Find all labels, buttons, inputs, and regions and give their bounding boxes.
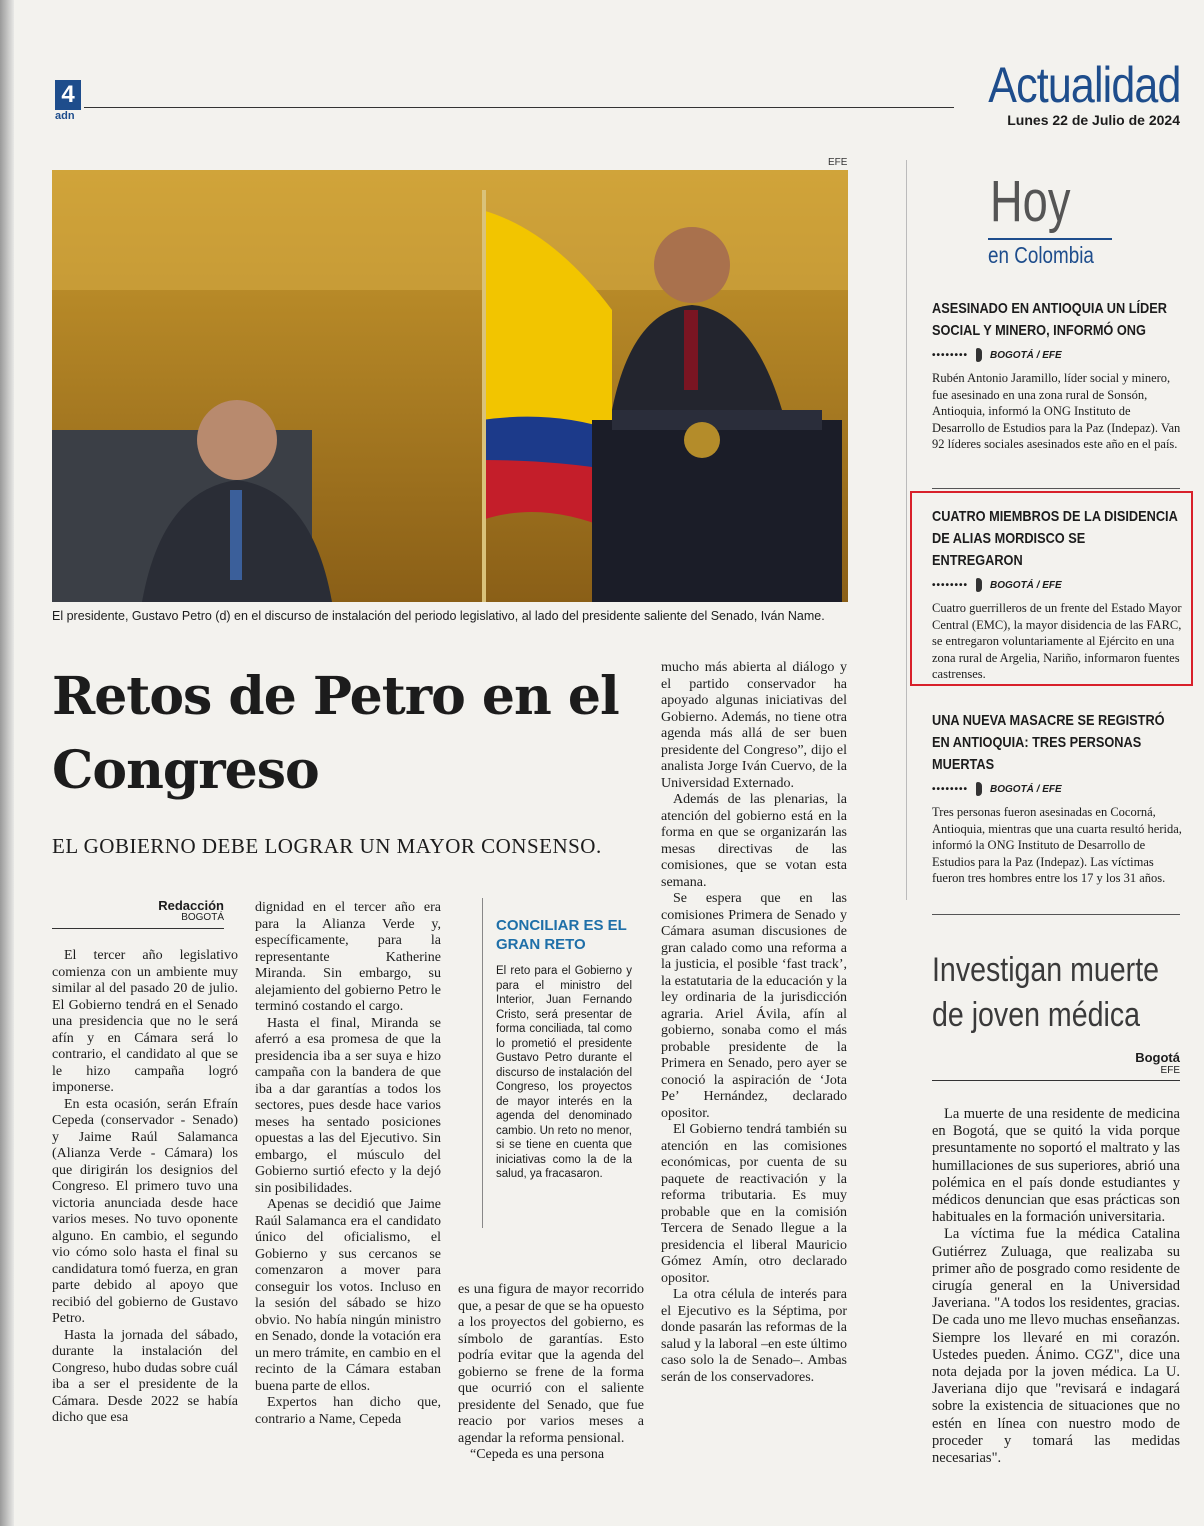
sidebar-title: CONCILIAR ES EL GRAN RETO — [496, 917, 627, 953]
story-rule — [932, 1080, 1180, 1081]
rail-title: Hoy — [990, 169, 1071, 234]
brief-source: BOGOTÁ / EFE — [990, 349, 1062, 361]
brand-logo: adn — [55, 110, 75, 122]
brief-separator — [932, 488, 1180, 489]
audio-icon — [976, 578, 982, 592]
dots-divider: •••••••• — [932, 783, 969, 795]
paragraph: Se espera que en las comisiones Primera de Senado y Cámara asuman discusiones de gran calado como una reforma a la justicia, el posible ‘fast track’, la estatutaria de la educación y la ley ordinaria de la jurisdicción agraria. Ariel Ávila, afín al gobierno, sonaba como el más probable presidente de la Primera en Senado, pero ayer se conoció la aspiración de ‘Jota Pe’ Hernández, declarado opositor. — [661, 891, 847, 1121]
paragraph: En esta ocasión, serán Efraín Cepeda (conservador - Senado) y Jaime Raúl Salamanca (Alianza Verde - Cámara) los que dirigirán los designios del Congreso. El primero tuvo una victoria anunciada desde hace varios meses. No tuvo oponente alguno. En cambio, el segundo vio cómo solo hasta el final su candidatura tomó fuerza, en gran parte debido al apoyo que recibió del gobierno de Gustavo Petro. — [52, 1096, 238, 1326]
paragraph: Apenas se decidió que Jaime Raúl Salamanca era el candidato único del oficialismo, el Gobierno y sus cercanos se comenzaron a mover para conseguir los votos. Incluso en la sesión del sábado se hizo obvio. No había ningún ministro en Senado, donde la votación era un mero trámite, en cambio en el recinto de la Cámara estaban buena parte de ellos. — [255, 1197, 441, 1394]
news-brief — [932, 710, 1182, 887]
story-byline-source: EFE — [1160, 1065, 1180, 1076]
rail-title-rule — [988, 238, 1112, 240]
brief-meta — [932, 578, 1182, 592]
paragraph: El Gobierno tendrá también su atención en las comisiones económicas, por cuenta de su paquete de reactivación y la reforma tributaria. Es muy probable que en la comisión Tercera de Senado llegue a la presidencia el liberal Mauricio Gómez Amín, otro declarado opositor. — [661, 1122, 847, 1286]
story-byline-city: Bogotá — [1135, 1050, 1180, 1065]
brief-meta — [932, 348, 1182, 362]
brief-body: Cuatro guerrilleros de un frente del Estado Mayor Central (EMC), la mayor disidencia de las FARC, se entregaron voluntariamente al Ejército en una zona rural de Argelia, Nariño, informaron fuentes castrenses. — [932, 601, 1182, 681]
paragraph: La víctima fue la médica Catalina Gutiérrez Zuluaga, que realizaba su primer año de posgrado como residente de cirugía general en la Universidad Javeriana. "A todos los residentes, gracias. De cada uno me llevo muchas enseñanzas. Siempre los llevaré en mi corazón. Ustedes pueden. Ánimo. CGZ", dice una nota dejada por la joven médica. La U. Javeriana dijo que "revisará e indagará sobre la existencia de situaciones que no estén en línea con nuestro modo de proceder y tomará las medidas necesarias". — [932, 1226, 1180, 1467]
brief-body: Rubén Antonio Jaramillo, líder social y minero, fue asesinado en una zona rural de Sonsón, Antioquia, informó la ONG Instituto de Desarrollo de Estudios para la Paz (Indepaz). Van 92 líderes sociales asesinados este año en el país. — [932, 371, 1181, 451]
brief-headline: CUATRO MIEMBROS DE LA DISIDENCIA DE ALIAS MORDISCO SE ENTREGARON — [932, 508, 1178, 569]
news-brief — [932, 298, 1182, 453]
paragraph: La otra célula de interés para el Ejecutivo es la Séptima, por donde pasarán las reformas de la salud y la laboral –en este último caso solo la de Senado–. Ambas serán de los conservadores. — [661, 1287, 847, 1385]
article-column-3 — [458, 1282, 644, 1464]
byline-author: Redacción — [158, 898, 224, 913]
lead-photo — [52, 170, 848, 602]
page-edge-shadow — [0, 0, 14, 1526]
sidebar-rule — [482, 898, 483, 1228]
story-body — [932, 1106, 1180, 1467]
paragraph: La muerte de una residente de medicina en Bogotá, que se quitó la vida porque presuntamente no soportó el maltrato y las humillaciones de sus superiores, abrió una polémica en el país donde estudiantes y médicos denuncian que esas prácticas son habituales en la formación universitaria. — [932, 1106, 1180, 1226]
brief-separator — [932, 914, 1180, 915]
brief-body: Tres personas fueron asesinadas en Cocorná, Antioquia, mientras que una cuarta resultó herida, informó la ONG Instituto de Desarrollo de Estudios para la Paz (Indepaz). Las víctimas fueron tres hombres entre los 17 y los 31 años. — [932, 805, 1182, 885]
paragraph: El tercer año legislativo comienza con un ambiente muy similar al del pasado 20 de julio. El Gobierno tendrá en el Senado una presidencia que no le será afín y en Cámara será lo contrario, el candidato al que se le hizo campaña logró imponerse. — [52, 948, 238, 1095]
paragraph: Hasta la jornada del sábado, durante la instalación del Congreso, hubo dudas sobre cuál iba a ser el presidente de la Cámara. Desde 2022 se había dicho que esa — [52, 1327, 238, 1425]
sidebar-body: El reto para el Gobierno y para el ministro del Interior, Juan Fernando Cristo, será presentar de forma conciliada, tal como lo prometió el presidente Gustavo Petro durante el discurso de instalación del Congreso, los proyectos de mayor interés en la agenda del denominado cambio. Un reto no menor, si se tiene en cuenta que iniciativas como la de la salud, ya fracasaron. — [496, 965, 632, 1180]
brief-headline: UNA NUEVA MASACRE SE REGISTRÓ EN ANTIOQUIA: TRES PERSONAS MUERTAS — [932, 712, 1165, 773]
article-subhead: EL GOBIERNO DEBE LOGRAR UN MAYOR CONSENSO. — [52, 834, 602, 858]
dots-divider: •••••••• — [932, 349, 969, 361]
header-rule — [84, 107, 954, 108]
section-title: Actualidad — [987, 57, 1180, 113]
audio-icon — [976, 348, 982, 362]
brief-meta — [932, 782, 1182, 796]
paragraph: mucho más abierta al diálogo y el partido conservador ha apoyado algunas iniciativas del Gobierno. Además, no tiene otra agenda más allá de ser buen presidente del Congreso”, dijo el analista Jorge Iván Cuervo, de la Universidad Externado. — [661, 660, 847, 791]
byline-city: BOGOTÁ — [181, 912, 224, 923]
paragraph: dignidad en el tercer año era para la Alianza Verde y, específicamente, para la representante Katherine Miranda. Sin embargo, su alejamiento del gobierno Petro le terminó costando el cargo. — [255, 900, 441, 1014]
paragraph: es una figura de mayor recorrido que, a pesar de que se ha opuesto a los proyectos del gobierno, es símbolo de garantías. Esto podría evitar que la agenda del gobierno se frene de la forma que ocurrió con el saliente presidente del Senado, que fue reacio por varios meses a agendar la reforma pensional. — [458, 1282, 644, 1446]
rail-divider — [906, 160, 907, 900]
article-headline: Retos de Petro en el Congreso — [52, 666, 619, 801]
audio-icon — [976, 782, 982, 796]
photo-credit: EFE — [828, 157, 848, 168]
brief-source: BOGOTÁ / EFE — [990, 783, 1062, 795]
news-brief — [932, 506, 1182, 683]
byline-rule — [52, 928, 224, 929]
paragraph: Además de las plenarias, la atención del gobierno está en la forma en que se organizarán las mesas directivas de las comisiones, que se votan esta semana. — [661, 792, 847, 890]
brief-source: BOGOTÁ / EFE — [990, 579, 1062, 591]
photo-caption: El presidente, Gustavo Petro (d) en el discurso de instalación del periodo legislativo, al lado del presidente saliente del Senado, Iván Name. — [52, 609, 825, 623]
story-headline: Investigan muerte de joven médica — [932, 951, 1160, 1034]
issue-date: Lunes 22 de Julio de 2024 — [1007, 112, 1180, 128]
paragraph: “Cepeda es una persona — [470, 1447, 605, 1462]
article-column-2 — [255, 900, 441, 1428]
paragraph: Expertos han dicho que, contrario a Name, Cepeda — [255, 1395, 441, 1427]
article-column-1 — [52, 948, 238, 1427]
brief-headline: ASESINADO EN ANTIOQUIA UN LÍDER SOCIAL Y MINERO, INFORMÓ ONG — [932, 300, 1167, 339]
dots-divider: •••••••• — [932, 579, 969, 591]
rail-subtitle: en Colombia — [988, 242, 1094, 268]
story-byline — [1135, 1050, 1180, 1076]
article-column-4 — [661, 660, 847, 1386]
page-number: 4 — [55, 80, 81, 110]
photo-illustration — [52, 170, 848, 602]
paragraph: Hasta el final, Miranda se aferró a esa promesa de que la presidencia iba a ser suya e hizo campaña con la bandera de que iba a dar garantías a todos los sectores, pues desde hace varios meses ha sentado posiciones opuestas a las del Ejecutivo. Sin embargo, el músculo del Gobierno surtió efecto y la dejó sin posibilidades. — [255, 1015, 441, 1196]
